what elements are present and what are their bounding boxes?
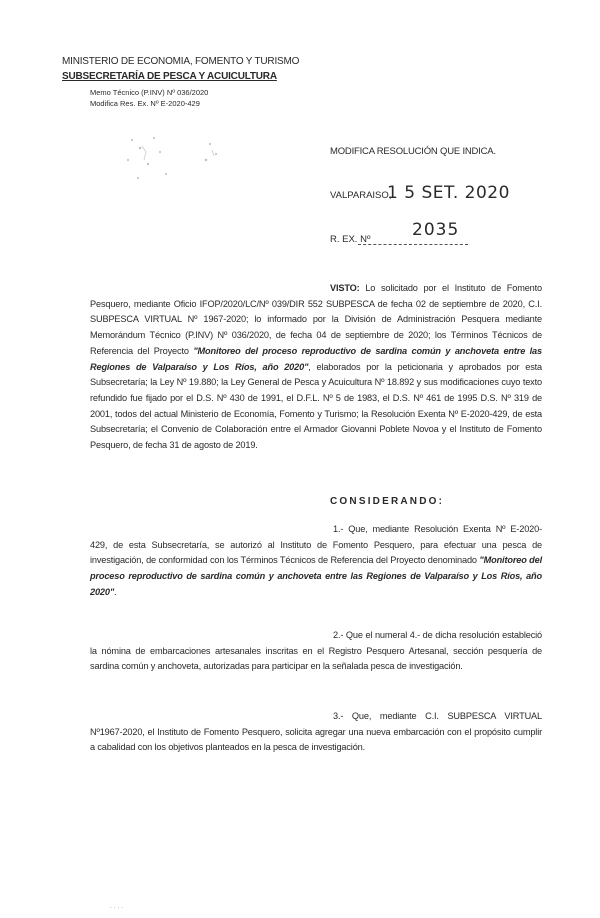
visto-text-b: , elaborados por la peticionaria y aprobados por esta Subsecretaría; la Ley Nº 19.880; la Ley General de Pesca y Acuicultura Nº 18.892 y sus modificaciones cuyo texto refundido fue fijado por el D.S. Nº 430 de 1991, el D.F.L. Nº 5 de 1983, el D.S. Nº 461 de 1995 D.S. Nº 319 de 2001, todos del actual Ministerio de Economía, Fomento y Turismo; la Resolución Exenta Nº E-2020-429, de esta Subsecretaría; el Convenio de Colaboración entre el Armador Giovanni Poblete Novoa y el Instituto de Fomento Pesquero, de fecha 31 de agosto de 2019. — [90, 361, 543, 451]
visto-paragraph — [90, 281, 542, 454]
visto-project-title: "Monitoreo del proceso reproductivo de sardina común y anchoveta entre las Regiones de Valparaíso y Los Ríos, año 2020" — [90, 345, 542, 372]
considerando-paragraph-1 — [90, 522, 542, 601]
considerando-heading: CONSIDERANDO: — [330, 496, 445, 507]
ministry-name: MINISTERIO DE ECONOMIA, FOMENTO Y TURISMO — [62, 56, 300, 67]
memo-reference: Memo Técnico (P.INV) Nº 036/2020 — [90, 88, 209, 97]
p1-text-b: . — [114, 586, 117, 597]
considerando-paragraph-3: 3.- Que, mediante C.I. SUBPESCA VIRTUAL Nº1967-2020, el Instituto de Fomento Pesquero, solicita agregar una nueva embarcación con el propósito cumplir a cabalidad con los objetivos planteados en la pesca de investigación. — [90, 711, 542, 753]
visto-label: VISTO: — [330, 283, 360, 293]
rex-underline — [358, 244, 468, 245]
faint-stamp-marks — [120, 130, 230, 190]
p1-text-a: 1.- Que, mediante Resolución Exenta Nº E-2020-429, de esta Subsecretaría, se autorizó al Instituto de Fomento Pesquero, para efectuar una pesca de investigación, de conformidad con los Términos Técnicos de Referencia del Proyecto denominado — [90, 524, 542, 566]
modification-reference: Modifica Res. Ex. Nº E-2020-429 — [90, 99, 200, 108]
document-summary: MODIFICA RESOLUCIÓN QUE INDICA. — [330, 146, 496, 157]
subsecretaria-name: SUBSECRETARÍA DE PESCA Y ACUICULTURA — [62, 71, 277, 82]
considerando-paragraph-2: 2.- Que el numeral 4.- de dicha resolución estableció la nómina de embarcaciones artesanales inscritas en el Registro Pesquero Artesanal, sección pesquería de sardina común y anchoveta, autorizadas para participar en la señalada pesca de investigación. — [90, 630, 542, 672]
date-stamp: 1 5 SET. 2020 — [387, 183, 510, 203]
footer-marks: · · · · — [110, 905, 123, 911]
city-label: VALPARAISO, — [330, 190, 392, 201]
visto-text-a: Lo solicitado por el Instituto de Fomento Pesquero, mediante Oficio IFOP/2020/LC/Nº 039/DIR 552 SUBPESCA de fecha 02 de septiembre de 2020, C.I. SUBPESCA VIRTUAL Nº 1967-2020; lo informado por la División de Administración Pesquera mediante Memorándum Técnico (P.INV) Nº 036/2020, de fecha 04 de septiembre de 2020; los Términos Técnicos de Referencia del Proyecto — [90, 283, 542, 356]
rex-label: R. EX. Nº — [330, 234, 371, 245]
p1-project-title: "Monitoreo del proceso reproductivo de sardina común y anchoveta entre las Regiones de Valparaíso y Los Ríos, año 2020" — [90, 555, 543, 597]
rex-number: 2035 — [412, 220, 460, 240]
